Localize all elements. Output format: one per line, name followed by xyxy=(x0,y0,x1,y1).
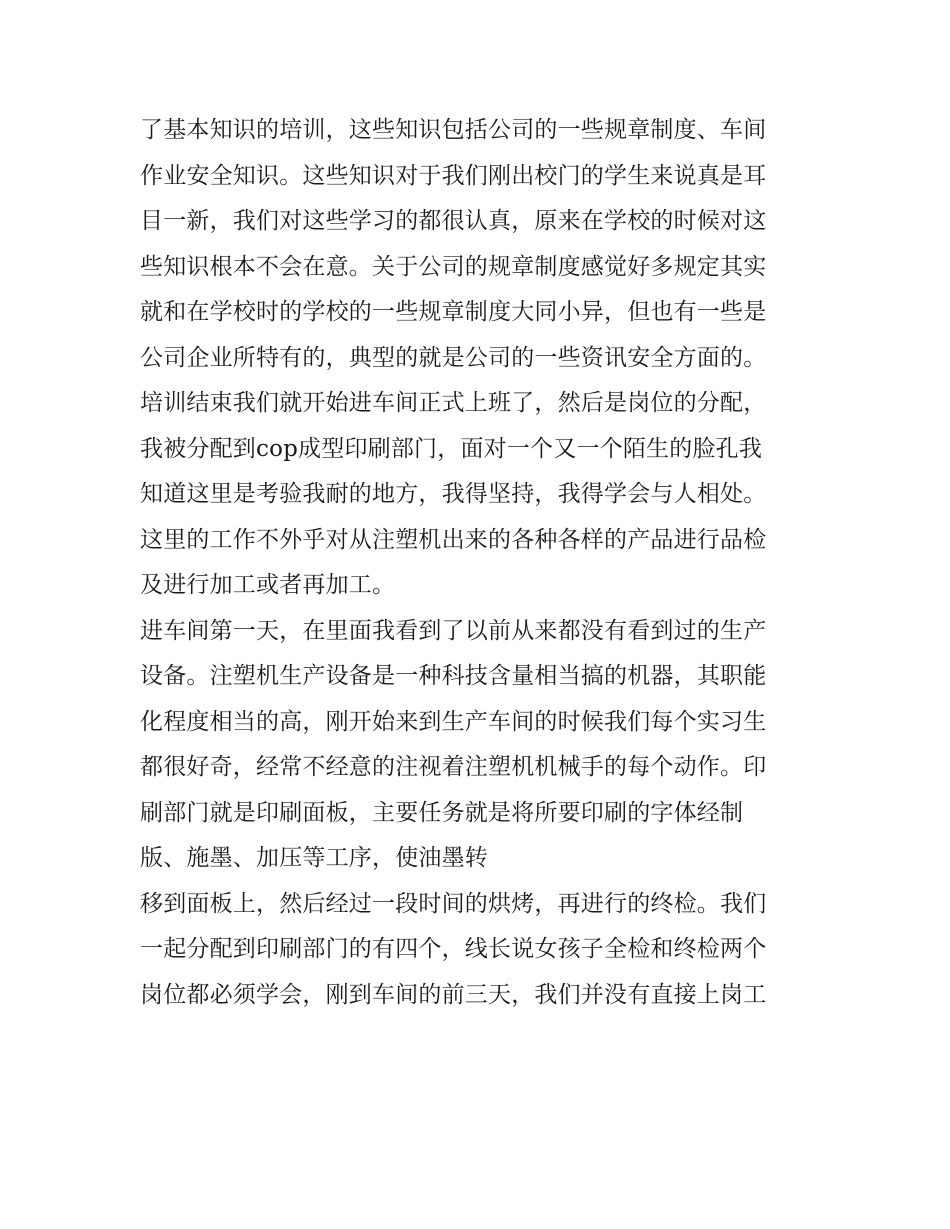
text-line: 知道这里是考验我耐的地方，我得坚持，我得学会与人相处。 xyxy=(140,481,767,507)
text-line: 版、施墨、加压等工序，使油墨转 xyxy=(140,845,488,871)
text-line: 及进行加工或者再加工。 xyxy=(140,572,396,598)
text-line: 这里的工作不外乎对从注塑机出来的各种各样的产品进行品检 xyxy=(140,526,767,553)
text-line: 都很好奇，经常不经意的注视着注塑机机械手的每个动作。印 xyxy=(140,754,767,780)
text-line: 一起分配到印刷部门的有四个，线长说女孩子全检和终检两个 xyxy=(140,936,767,962)
body-text xyxy=(140,108,830,1018)
text-line: 岗位都必须学会，刚到车间的前三天，我们并没有直接上岗工 xyxy=(140,981,767,1008)
text-line: 目一新，我们对这些学习的都很认真，原来在学校的时候对这 xyxy=(140,208,767,234)
text-line: 化程度相当的高，刚开始来到生产车间的时候我们每个实习生 xyxy=(140,708,767,735)
text-line: 作业安全知识。这些知识对于我们刚出校门的学生来说真是耳 xyxy=(140,162,767,189)
text-line: 公司企业所特有的，典型的就是公司的一些资讯安全方面的。 xyxy=(140,344,767,371)
text-line: 进车间第一天，在里面我看到了以前从来都没有看到过的生产 xyxy=(140,617,767,644)
text-line: 设备。注塑机生产设备是一种科技含量相当搞的机器，其职能 xyxy=(140,663,767,689)
text-line: 我被分配到cop成型印刷部门，面对一个又一个陌生的脸孔我 xyxy=(140,435,763,462)
text-line: 移到面板上，然后经过一段时间的烘烤，再进行的终检。我们 xyxy=(140,890,767,917)
text-line: 就和在学校时的学校的一些规章制度大同小异，但也有一些是 xyxy=(140,299,767,325)
text-line: 培训结束我们就开始进车间正式上班了，然后是岗位的分配， xyxy=(140,390,767,416)
text-line: 些知识根本不会在意。关于公司的规章制度感觉好多规定其实 xyxy=(140,253,767,280)
text-line: 刷部门就是印刷面板，主要任务就是将所要印刷的字体经制 xyxy=(140,799,744,826)
text-line: 了基本知识的培训，这些知识包括公司的一些规章制度、车间 xyxy=(140,117,767,143)
